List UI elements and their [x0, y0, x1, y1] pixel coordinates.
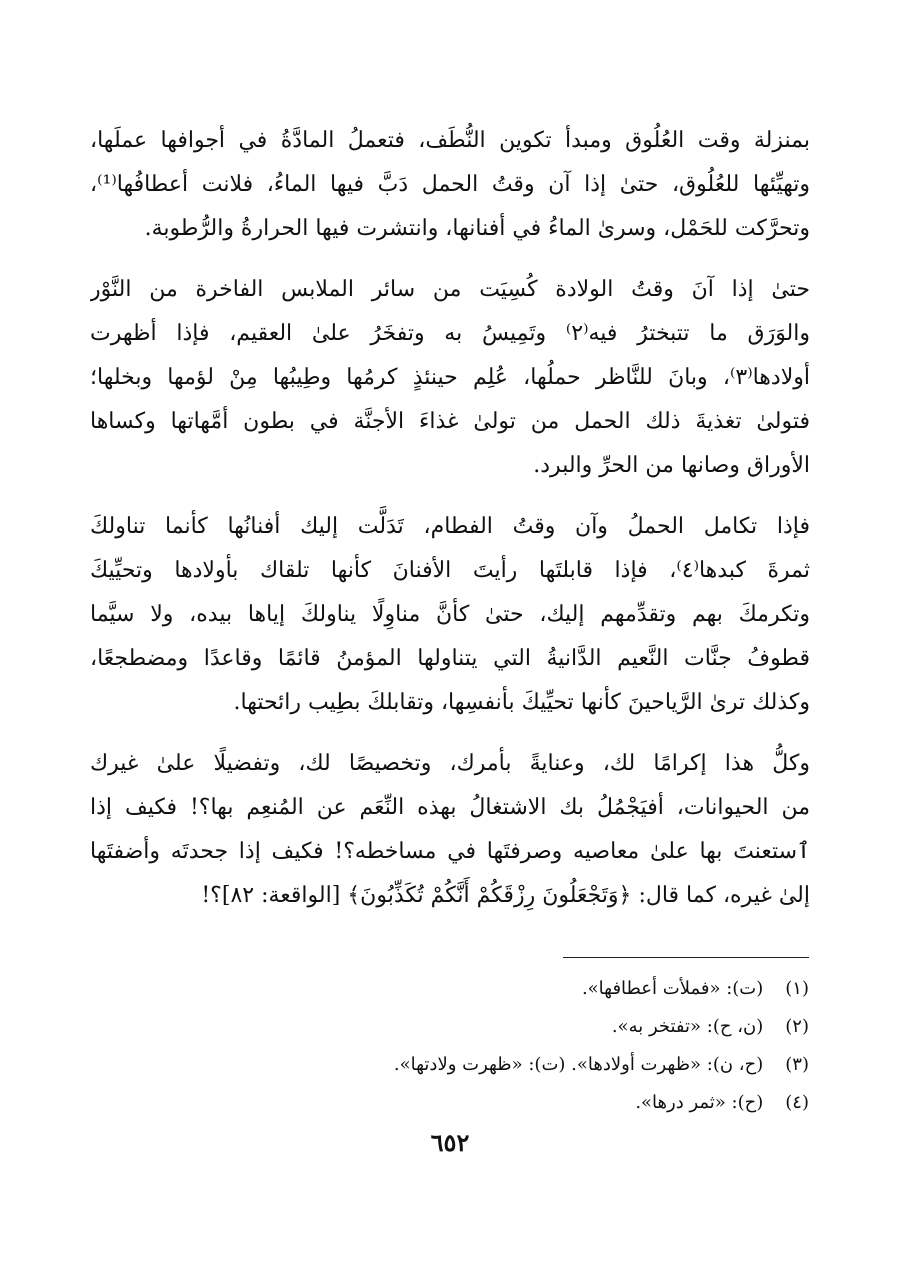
footnotes — [249, 970, 809, 1122]
text-line: فتولىٰ تغذيةَ ذلك الحمل من تولىٰ غذاءَ الأجنَّة في بطون أمَّهاتها وكساها — [90, 409, 810, 434]
footnote-3 — [249, 1046, 809, 1084]
text-line: إلىٰ غيره، كما قال: ﴿وَتَجْعَلُونَ رِزْقَكُمْ أَنَّكُمْ تُكَذِّبُونَ﴾ [الواقعة: ٨٢]؟! — [201, 883, 810, 908]
paragraph-1 — [90, 119, 810, 251]
footnote-number: (٣) — [785, 1054, 809, 1075]
text-line: قطوفُ جنَّات النَّعيم الدَّانيةُ التي يتناولها المؤمنُ قائمًا وقاعدًا ومضطجعًا، — [90, 646, 810, 671]
footnote-text: (ح، ن): «ظهرت أولادها». (ت): «ظهرت ولادتها». — [393, 1054, 764, 1075]
footnote-separator — [563, 957, 809, 958]
text-line: والوَرَق ما تتبخترُ فيه⁽٢⁾ وتَمِيسُ به وتفخَرُ علىٰ العقيم، فإذا أظهرت — [90, 321, 810, 346]
footnote-number: (٢) — [785, 1016, 809, 1037]
text-line: وكذلك ترىٰ الرَّياحينَ كأنها تحيِّيكَ بأنفسِها، وتقابلكَ بطِيب رائحتها. — [233, 690, 810, 715]
text-line: أولادها⁽٣⁾، وبانَ للنَّاظر حملُها، عُلِم حينئذٍ كرمُها وطِيبُها مِنْ لؤمها وبخلها؛ — [90, 365, 810, 390]
text-line: فإذا تكامل الحملُ وآن وقتُ الفطام، تَدَلَّت إليك أفنانُها كأنما تناولكَ — [90, 514, 810, 539]
text-line: من الحيوانات، أفيَجْمُلُ بك الاشتغالُ بهذه النِّعَم عن المُنعِم بها؟! فكيف إذا — [90, 795, 810, 820]
main-text — [90, 119, 810, 935]
text-line: بمنزلة وقت العُلُوق ومبدأ تكوين النُّطَف، فتعملُ المادَّةُ في أجوافها عملَها، — [90, 128, 810, 153]
text-line: ثمرةَ كبدها⁽٤⁾، فإذا قابلتَها رأيتَ الأفنانَ كأنها تلقاك بأولادها وتحيِّيكَ — [90, 558, 810, 583]
footnote-text: (ح): «ثمر درها». — [635, 1092, 764, 1113]
text-line: ٱستعنتَ بها علىٰ معاصيه وصرفتَها في مساخطه؟! فكيف إذا جحدتَه وأضفتَها — [90, 839, 810, 864]
text-line: وتهيِّئها للعُلُوق، حتىٰ إذا آن وقتُ الحمل دَبَّ فيها الماءُ، فلانت أعطافُها⁽¹⁾، — [90, 172, 810, 197]
text-line: وكلُّ هذا إكرامًا لك، وعنايةً بأمرك، وتخصيصًا لك، وتفضيلًا علىٰ غيرك — [90, 751, 810, 776]
footnote-2 — [249, 1008, 809, 1046]
page-number: ٦٥٢ — [430, 1128, 470, 1157]
footnote-number: (٤) — [785, 1092, 809, 1113]
footnote-number: (١) — [785, 978, 809, 999]
paragraph-2 — [90, 268, 810, 488]
paragraph-4 — [90, 742, 810, 918]
footnote-1 — [249, 970, 809, 1008]
footnote-text: (ن، ح): «تفتخر به». — [611, 1016, 764, 1037]
text-line: حتىٰ إذا آنَ وقتُ الولادة كُسِيَت من سائر الملابس الفاخرة من النَّوْر — [90, 277, 810, 302]
text-line: وتكرمكَ بهم وتقدِّمهم إليك، حتىٰ كأنَّ مناوِلًا يناولكَ إياها بيده، ولا سيَّما — [90, 602, 810, 627]
text-line: الأوراق وصانها من الحرِّ والبرد. — [533, 453, 810, 478]
paragraph-3 — [90, 505, 810, 725]
footnote-text: (ت): «فملأت أعطافها». — [581, 978, 764, 999]
footnote-4 — [249, 1084, 809, 1122]
text-line: وتحرَّكت للحَمْل، وسرىٰ الماءُ في أفنانها، وانتشرت فيها الحرارةُ والرُّطوبة. — [144, 216, 810, 241]
